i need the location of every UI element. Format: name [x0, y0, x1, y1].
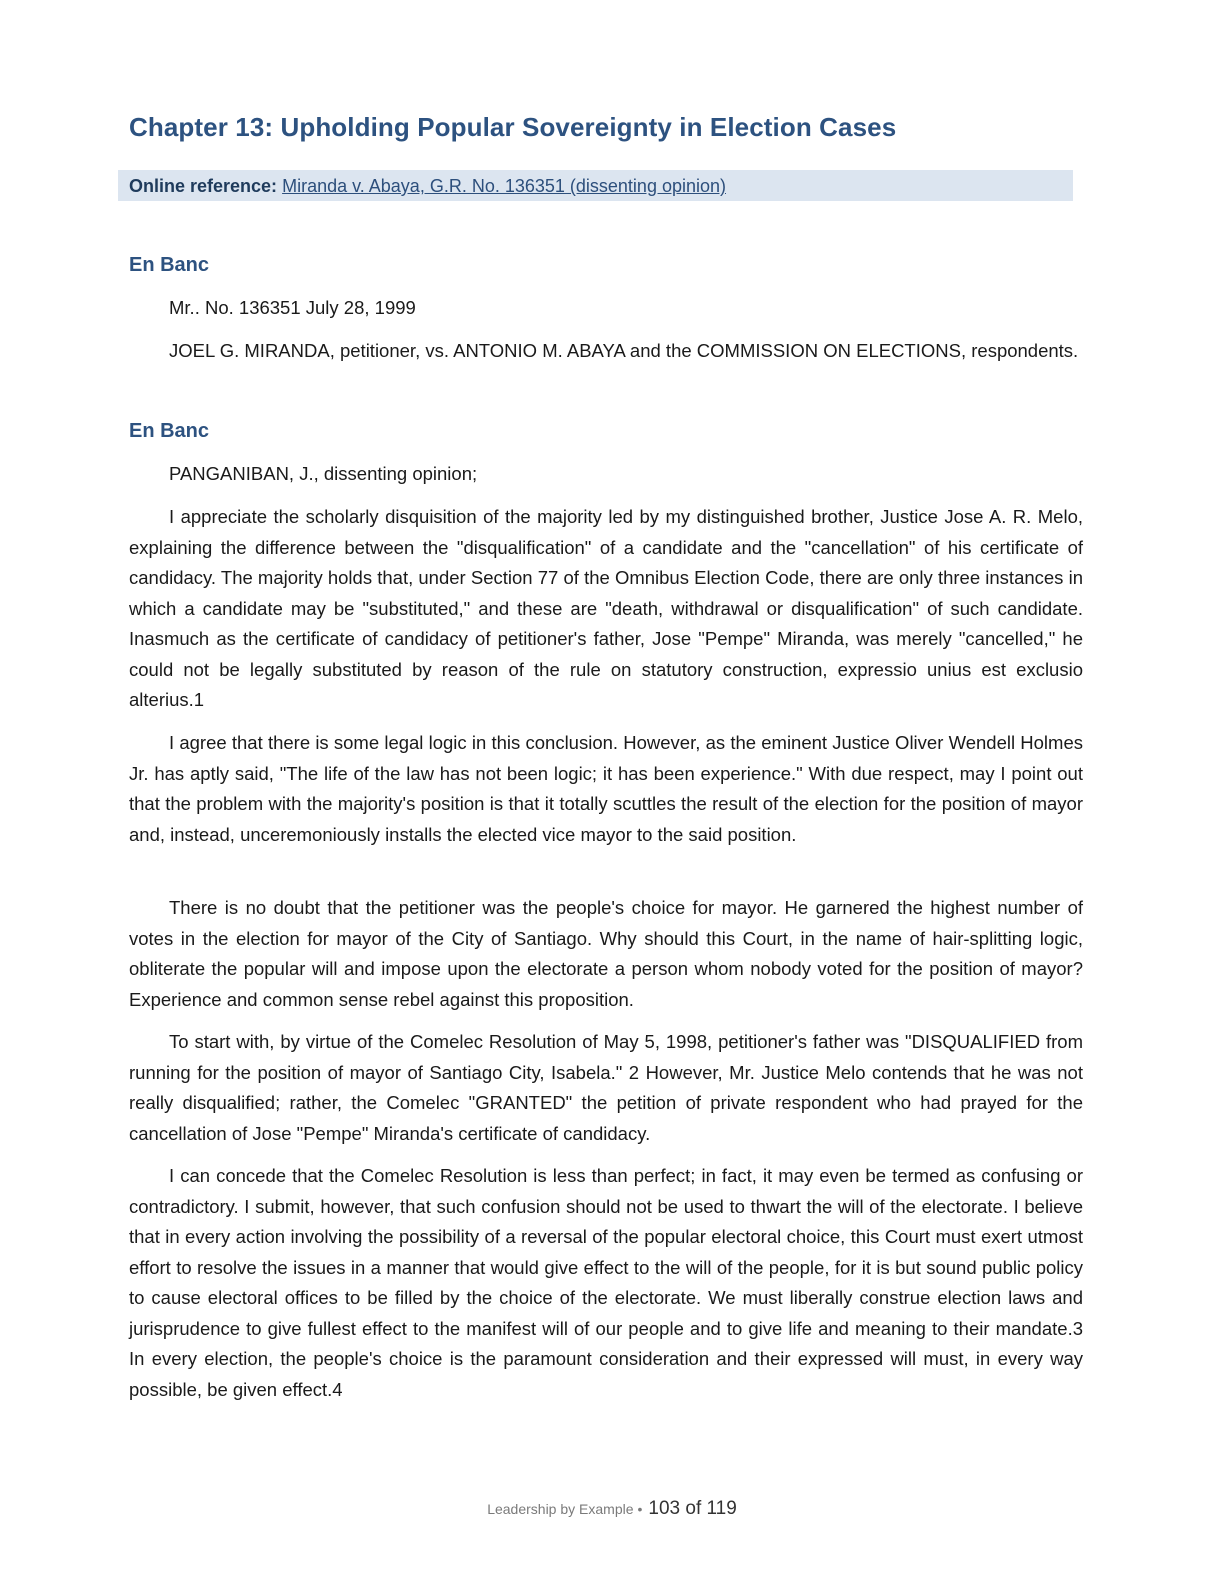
online-reference-label: Online reference:	[129, 176, 278, 196]
paragraph-5: I can concede that the Comelec Resolution is less than perfect; in fact, it may even be termed as confusing or contradictory. I submit, however, that such confusion should not be used to thwart the will of the electorate. I believe that in every action involving the possibility of a reversal of the popular electoral choice, this Court must exert utmost effort to resolve the issues in a manner that would give effect to the will of the people, for it is but sound public policy to cause electoral offices to be filled by the choice of the electorate. We must liberally construe election laws and jurisprudence to give fullest effect to the manifest will of our people and to give life and meaning to their mandate.3 In every election, the people's choice is the paramount consideration and their expressed will must, in every way possible, be given effect.4	[129, 1165, 1083, 1400]
opinion-author-line: PANGANIBAN, J., dissenting opinion;	[169, 463, 478, 484]
case-number: Mr.. No. 136351 July 28, 1999	[169, 297, 416, 318]
section-heading-en-banc-1: En Banc	[129, 254, 210, 276]
footer-separator: •	[637, 1501, 643, 1517]
chapter-title: Chapter 13: Upholding Popular Sovereignty in Election Cases	[129, 112, 897, 142]
section-heading-en-banc-2: En Banc	[129, 420, 210, 442]
online-reference-bar	[118, 170, 1073, 201]
case-parties: JOEL G. MIRANDA, petitioner, vs. ANTONIO M. ABAYA and the COMMISSION ON ELECTIONS, respondents.	[169, 340, 1079, 361]
footer-page-number: 103 of 119	[648, 1498, 737, 1519]
paragraph-3: There is no doubt that the petitioner was the people's choice for mayor. He garnered the highest number of votes in the election for mayor of the City of Santiago. Why should this Court, in the name of hair-splitting logic, obliterate the popular will and impose upon the electorate a person whom nobody voted for the position of mayor? Experience and common sense rebel against this proposition.	[129, 897, 1083, 1010]
page-footer	[0, 1498, 1224, 1520]
footer-book-title: Leadership by Example	[487, 1501, 634, 1517]
online-reference-link[interactable]: Miranda v. Abaya, G.R. No. 136351 (dissenting opinion)	[282, 176, 726, 196]
paragraph-4: To start with, by virtue of the Comelec Resolution of May 5, 1998, petitioner's father was "DISQUALIFIED from running for the position of mayor of Santiago City, Isabela." 2 However, Mr. Justice Melo contends that he was not really disqualified; rather, the Comelec "GRANTED" the petition of private respondent who had prayed for the cancellation of Jose "Pempe" Miranda's certificate of candidacy.	[129, 1031, 1083, 1144]
paragraph-1: I appreciate the scholarly disquisition of the majority led by my distinguished brother, Justice Jose A. R. Melo, explaining the difference between the "disqualification" of a candidate and the "cancellation" of his certificate of candidacy. The majority holds that, under Section 77 of the Omnibus Election Code, there are only three instances in which a candidate may be "substituted," and these are "death, withdrawal or disqualification" of such candidate. Inasmuch as the certificate of candidacy of petitioner's father, Jose "Pempe" Miranda, was merely "cancelled," he could not be legally substituted by reason of the rule on statutory construction, expressio unius est exclusio alterius.1	[129, 506, 1083, 710]
paragraph-2: I agree that there is some legal logic in this conclusion. However, as the eminent Justice Oliver Wendell Holmes Jr. has aptly said, "The life of the law has not been logic; it has been experience." With due respect, may I point out that the problem with the majority's position is that it totally scuttles the result of the election for the position of mayor and, instead, unceremoniously installs the elected vice mayor to the said position.	[129, 732, 1083, 845]
